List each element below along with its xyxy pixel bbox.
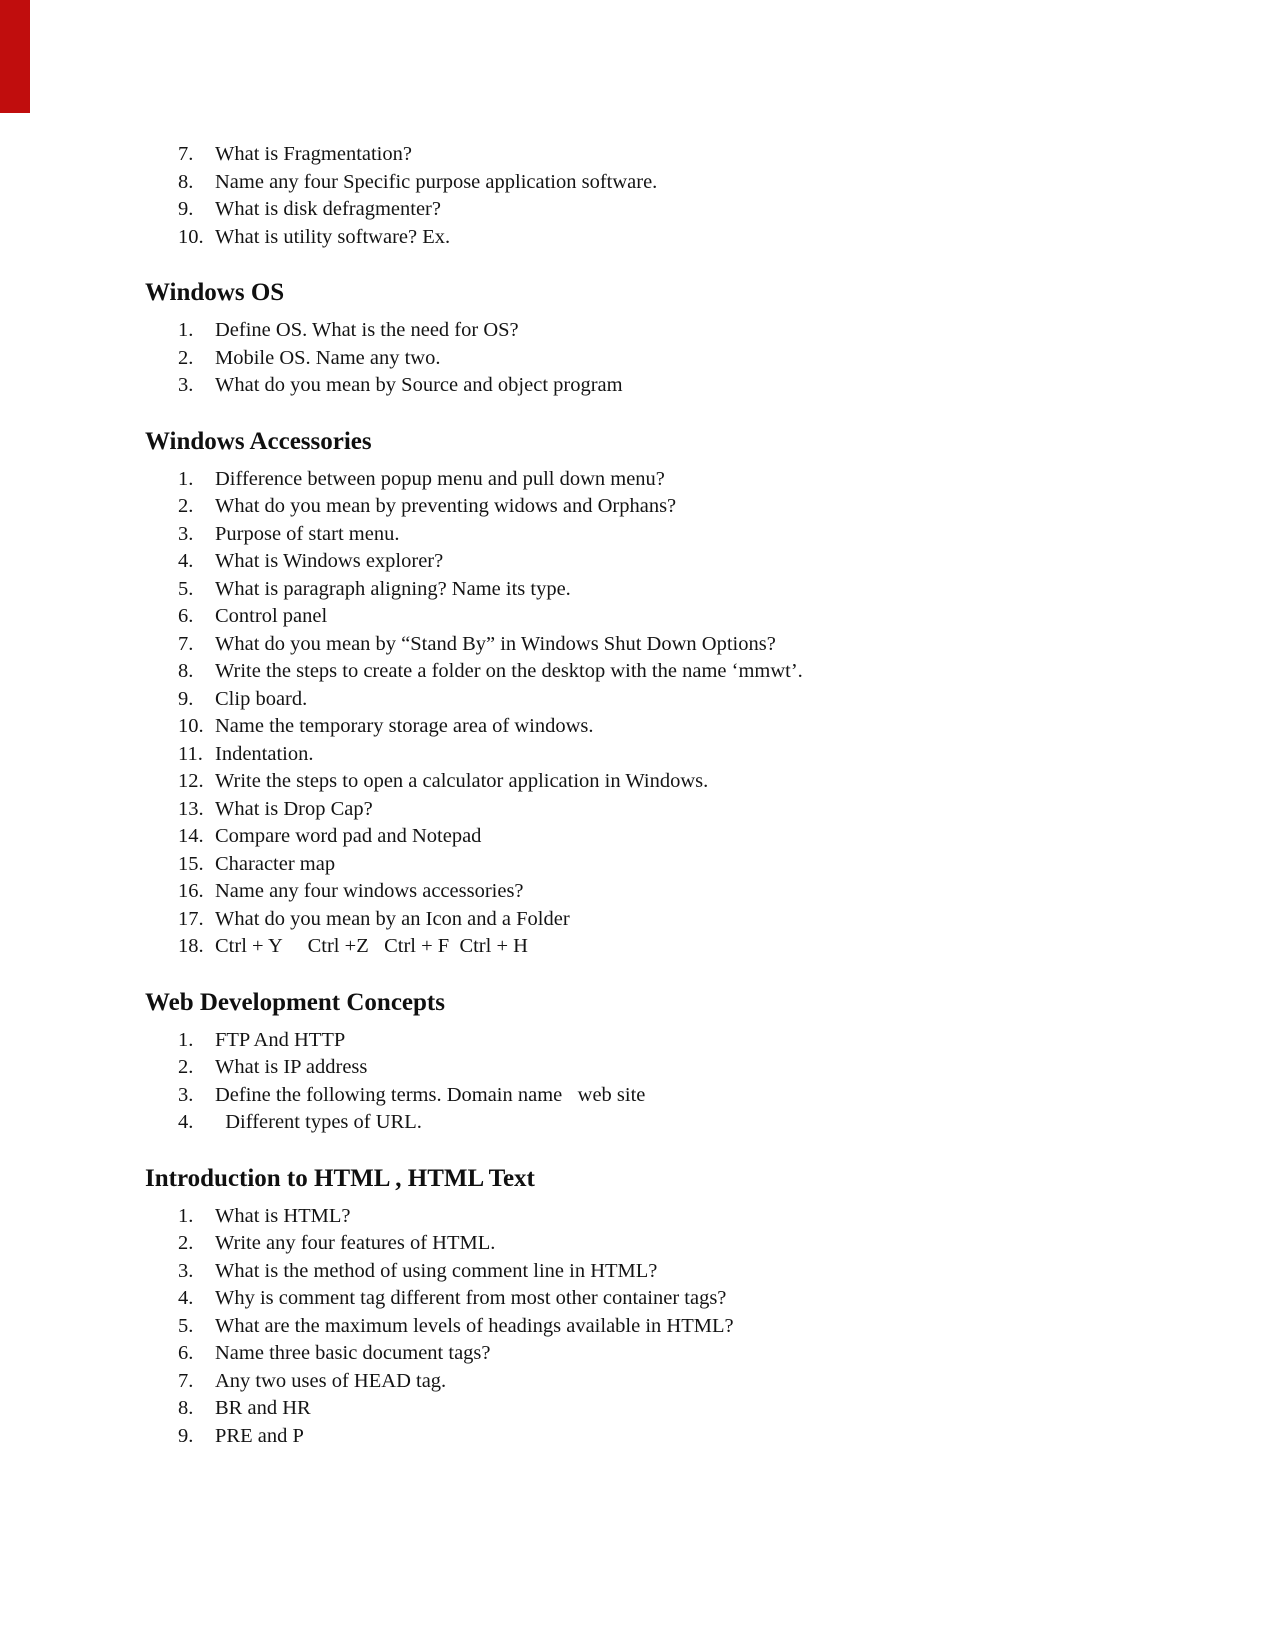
item-number: 2.	[178, 1232, 194, 1254]
item-text: What is Drop Cap?	[215, 797, 373, 820]
question-section	[145, 988, 1155, 1137]
item-number: 1.	[178, 1204, 194, 1227]
item-number: 1.	[178, 1028, 194, 1051]
item-text: What is the method of using comment line in HTML?	[215, 1259, 658, 1282]
list-item	[178, 851, 1155, 879]
list-item	[178, 713, 1155, 741]
item-number: 5.	[178, 1314, 194, 1337]
list-item	[178, 933, 1155, 961]
list-item	[178, 1313, 1155, 1341]
item-number: 2.	[178, 495, 194, 517]
item-text: Compare word pad and Notepad	[215, 825, 482, 847]
item-number: 3.	[178, 1259, 194, 1282]
item-text: Clip board.	[215, 687, 308, 710]
list-item	[178, 1109, 1155, 1137]
list-item	[178, 1054, 1155, 1082]
item-number: 3.	[178, 1083, 194, 1106]
item-text: Why is comment tag different from most other container tags?	[215, 1287, 727, 1309]
list-item	[178, 1423, 1155, 1451]
item-number: 4.	[178, 1111, 194, 1133]
list-item	[178, 1203, 1155, 1231]
question-list	[145, 1203, 1155, 1451]
question-list	[145, 141, 1155, 251]
item-text: Character map	[215, 852, 336, 875]
item-number: 8.	[178, 170, 194, 193]
list-item	[178, 741, 1155, 769]
list-item	[178, 796, 1155, 824]
item-text: Write the steps to create a folder on the desktop with the name ‘mmwt’.	[215, 660, 803, 682]
list-item	[178, 345, 1155, 373]
item-text: Ctrl + Y Ctrl +Z Ctrl + F Ctrl + H	[215, 935, 528, 957]
item-number: 13.	[178, 797, 204, 820]
item-text: Name any four windows accessories?	[215, 880, 524, 902]
item-text: Difference between popup menu and pull down menu?	[215, 467, 665, 490]
list-item	[178, 1285, 1155, 1313]
item-text: Indentation.	[215, 742, 314, 765]
item-text: What do you mean by Source and object program	[215, 374, 623, 396]
item-text: Define OS. What is the need for OS?	[215, 319, 519, 341]
item-text: Mobile OS. Name any two.	[215, 346, 441, 369]
item-number: 1.	[178, 319, 194, 341]
item-text: What do you mean by an Icon and a Folder	[215, 907, 570, 930]
section-heading: Web Development Concepts	[145, 988, 445, 1016]
list-item	[178, 768, 1155, 796]
question-list	[145, 317, 1155, 400]
item-text: Write the steps to open a calculator application in Windows.	[215, 770, 709, 792]
item-text: What is HTML?	[215, 1204, 351, 1227]
list-item	[178, 548, 1155, 576]
list-item	[178, 1230, 1155, 1258]
list-item	[178, 906, 1155, 934]
item-number: 7.	[178, 143, 194, 165]
item-number: 18.	[178, 935, 204, 957]
item-text: What do you mean by preventing widows and Orphans?	[215, 495, 677, 517]
question-list	[145, 466, 1155, 961]
item-number: 3.	[178, 522, 194, 545]
list-item	[178, 169, 1155, 197]
item-text: Name any four Specific purpose application software.	[215, 170, 658, 193]
list-item	[178, 493, 1155, 521]
item-text: Purpose of start menu.	[215, 522, 400, 545]
item-number: 3.	[178, 374, 194, 396]
list-item	[178, 1027, 1155, 1055]
item-text: Control panel	[215, 605, 328, 627]
item-number: 12.	[178, 770, 204, 792]
item-text: Name three basic document tags?	[215, 1342, 491, 1364]
list-item	[178, 466, 1155, 494]
list-item	[178, 224, 1155, 252]
list-item	[178, 521, 1155, 549]
item-text: PRE and P	[215, 1424, 304, 1447]
item-number: 1.	[178, 467, 194, 490]
item-number: 7.	[178, 632, 194, 655]
item-text: What is paragraph aligning? Name its type.	[215, 577, 571, 600]
item-number: 9.	[178, 687, 194, 710]
item-number: 17.	[178, 907, 204, 930]
item-number: 4.	[178, 1287, 194, 1309]
list-item	[178, 1258, 1155, 1286]
list-item	[178, 878, 1155, 906]
question-section	[145, 141, 1155, 251]
item-number: 8.	[178, 1397, 194, 1419]
item-number: 11.	[178, 742, 203, 765]
list-item	[178, 658, 1155, 686]
question-section	[145, 1164, 1155, 1451]
list-item	[178, 1368, 1155, 1396]
item-text: Any two uses of HEAD tag.	[215, 1369, 447, 1392]
item-number: 8.	[178, 660, 194, 682]
item-number: 5.	[178, 577, 194, 600]
item-text: What is Windows explorer?	[215, 550, 444, 572]
list-item	[178, 372, 1155, 400]
list-item	[178, 1395, 1155, 1423]
red-corner-mark	[0, 0, 30, 113]
item-number: 16.	[178, 880, 204, 902]
item-number: 2.	[178, 346, 194, 369]
list-item	[178, 686, 1155, 714]
list-item	[178, 317, 1155, 345]
list-item	[178, 1340, 1155, 1368]
item-text: Define the following terms. Domain name web site	[215, 1083, 646, 1106]
item-text: Different types of URL.	[215, 1111, 422, 1133]
item-number: 6.	[178, 1342, 194, 1364]
list-item	[178, 823, 1155, 851]
item-text: What is disk defragmenter?	[215, 198, 441, 220]
item-number: 7.	[178, 1369, 194, 1392]
list-item	[178, 141, 1155, 169]
item-number: 2.	[178, 1056, 194, 1078]
item-number: 9.	[178, 198, 194, 220]
question-list	[145, 1027, 1155, 1137]
item-number: 6.	[178, 605, 194, 627]
item-text: What is utility software? Ex.	[215, 225, 451, 248]
item-number: 10.	[178, 225, 204, 248]
item-number: 14.	[178, 825, 204, 847]
section-heading: Windows Accessories	[145, 427, 372, 455]
list-item	[178, 196, 1155, 224]
item-text: What are the maximum levels of headings available in HTML?	[215, 1314, 734, 1337]
item-number: 15.	[178, 852, 204, 875]
section-heading: Introduction to HTML , HTML Text	[145, 1164, 535, 1192]
item-number: 10.	[178, 715, 204, 737]
item-text: What is Fragmentation?	[215, 143, 412, 165]
question-section	[145, 278, 1155, 400]
item-number: 4.	[178, 550, 194, 572]
item-text: What do you mean by “Stand By” in Windows Shut Down Options?	[215, 632, 776, 655]
item-number: 9.	[178, 1424, 194, 1447]
item-text: Name the temporary storage area of windows.	[215, 715, 594, 737]
list-item	[178, 576, 1155, 604]
item-text: BR and HR	[215, 1397, 311, 1419]
section-heading: Windows OS	[145, 279, 285, 306]
question-section	[145, 427, 1155, 961]
item-text: FTP And HTTP	[215, 1028, 346, 1051]
list-item	[178, 603, 1155, 631]
item-text: What is IP address	[215, 1056, 368, 1078]
list-item	[178, 1082, 1155, 1110]
list-item	[178, 631, 1155, 659]
item-text: Write any four features of HTML.	[215, 1232, 496, 1254]
